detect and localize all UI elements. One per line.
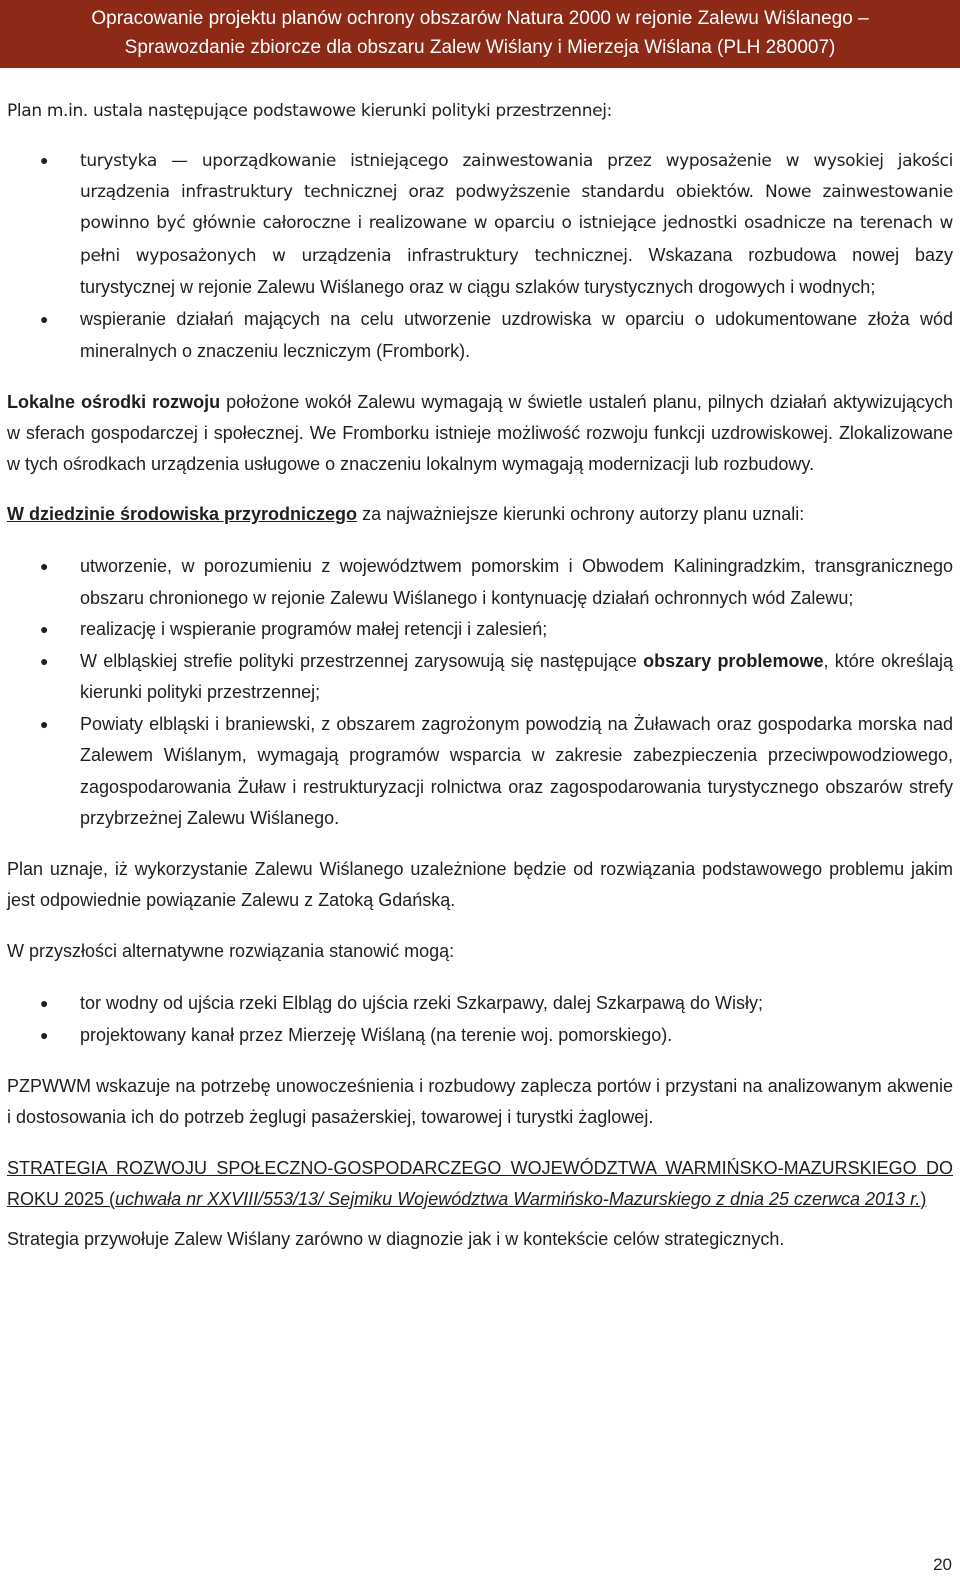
paragraph-pzpwwm: PZPWWM wskazuje na potrzebę unowocześnienia i rozbudowy zaplecza portów i przystani na analizowanym akwenie i dostosowania ich do potrzeb żeglugi pasażerskiej, towarowej i turystki żaglowej. [7,1075,953,1127]
list-item-text-cont: , które określają kierunki polityki przestrzennej; [80,650,954,703]
intro-paragraph: Plan m.in. ustala następujące podstawowe kierunki polityki przestrzennej: [7,101,613,121]
header-line-2: Sprawozdanie zbiorcze dla obszaru Zalew Wiślany i Mierzeja Wiślana (PLH 280007) [124,37,836,58]
paragraph-text: położone wokół Zalewu wymagają w świetle ustaleń planu, pilnych działań aktywizujących w sferach gospodarczej i społecznej. We Fromborku istnieje możliwość rozwoju funkcji uzdrowiskowej. Zlokalizowane w tych ośrodkach urządzenia usługowe o znaczeniu lokalnym wymagają modernizacji lub rozbudowy. [7,392,953,475]
strategy-close: ) [920,1189,927,1210]
list-item-text: Powiaty elbląski i braniewski, z obszarem zagrożonym powodzią na Żuławach oraz gospodarka morska nad Zalewem Wiślanym, wymagają programów wsparcia w zakresie zabezpieczenia przeciwpowodziowego, zagospodarowania Żuław i restrukturyzacji rolnictwa oraz zagospodarowania turystycznego obszarów strefy przybrzeżnej Zalewu Wiślanego. [80,713,953,829]
list-item-text: wspieranie działań mających na celu utworzenie uzdrowiska w oparciu o udokumentowane złoża wód mineralnych o znaczeniu leczniczym (Frombork). [80,309,953,361]
list-item-text: turystyka — uporządkowanie istniejącego zainwestowania przez wyposażenie w wysokiej jakości urządzenia infrastruktury technicznej oraz podwyższenie standardu obiektów. Nowe zainwestowanie powinno być głównie całoroczne i realizowane w oparciu o istniejące jednostki osadnicze na terenach w pełni wyposażonych w urządzenia infrastruktury technicznej. [80,151,953,266]
bullet-list-policy [7,146,953,367]
list-item [7,987,953,1019]
bullet-list-alternatives [7,987,953,1051]
bullet-icon: ● [40,652,49,669]
bullet-icon: ● [40,994,49,1011]
bullet-icon: ● [40,1026,49,1043]
strategy-heading [7,1153,953,1216]
list-item [7,646,953,709]
bullet-icon: ● [40,311,49,328]
list-item-text: tor wodny od ujścia rzeki Elbląg do ujścia rzeki Szkarpawy, dalej Szkarpawą do Wisły; [80,992,763,1013]
list-item-text: utworzenie, w porozumieniu z województwem pomorskim i Obwodem Kaliningradzkim, transgranicznego obszaru chronionego w rejonie Zalewu Wiślanego i kontynuację działań ochronnych wód Zalewu; [80,556,953,608]
strategy-title: STRATEGIA ROZWOJU SPOŁECZNO-GOSPODARCZEGO WOJEWÓDZTWA WARMIŃSKO-MAZURSKIEGO DO ROKU 2025 ( [7,1157,953,1210]
bullet-icon: ● [40,558,49,575]
page-header [0,0,960,68]
paragraph-srodowisko [7,499,953,530]
document-body [7,96,953,1255]
paragraph-strategia: Strategia przywołuje Zalew Wiślany zarówno w diagnozie jak i w kontekście celów strategicznych. [7,1228,785,1249]
list-item [7,551,953,614]
bold-term: W dziedzinie środowiska przyrodniczego [7,504,358,525]
bullet-list-environment [7,551,953,835]
list-item [7,614,953,646]
list-item [7,1019,953,1051]
paragraph-text: za najważniejsze kierunki ochrony autorzy planu uznali: [357,504,805,525]
list-item [7,146,953,304]
bullet-icon: ● [40,715,49,732]
paragraph-lokalne [7,387,953,480]
list-item-text: W elbląskiej strefie polityki przestrzennej zarysowują się następujące [80,650,644,671]
bullet-icon: ● [40,154,49,169]
bullet-icon: ● [40,621,49,638]
list-item-text-cont: Wskazana rozbudowa nowej bazy turystycznej w rejonie Zalewu Wiślanego oraz w ciągu szlaków turystycznych drogowych i wodnych; [80,244,954,297]
list-item [7,709,953,835]
bold-term: Lokalne ośrodki rozwoju [7,392,221,413]
bold-term: obszary problemowe [643,650,824,671]
paragraph-plan: Plan uznaje, iż wykorzystanie Zalewu Wiślanego uzależnione będzie od rozwiązania podstawowego problemu jakim jest odpowiednie powiązanie Zalewu z Zatoką Gdańską. [7,858,953,910]
page-number: 20 [933,1555,952,1574]
list-item-text: realizację i wspieranie programów małej retencji i zalesień; [80,619,548,640]
header-line-1: Opracowanie projektu planów ochrony obszarów Natura 2000 w rejonie Zalewu Wiślanego – [91,8,869,29]
list-item-text: projektowany kanał przez Mierzeję Wiślaną (na terenie woj. pomorskiego). [80,1024,673,1045]
strategy-resolution: uchwała nr XXVIII/553/13/ Sejmiku Województwa Warmińsko-Mazurskiego z dnia 25 czerwca 2013 r. [115,1189,921,1210]
paragraph-przyszlosc: W przyszłości alternatywne rozwiązania stanowić mogą: [7,940,455,961]
list-item [7,304,953,367]
